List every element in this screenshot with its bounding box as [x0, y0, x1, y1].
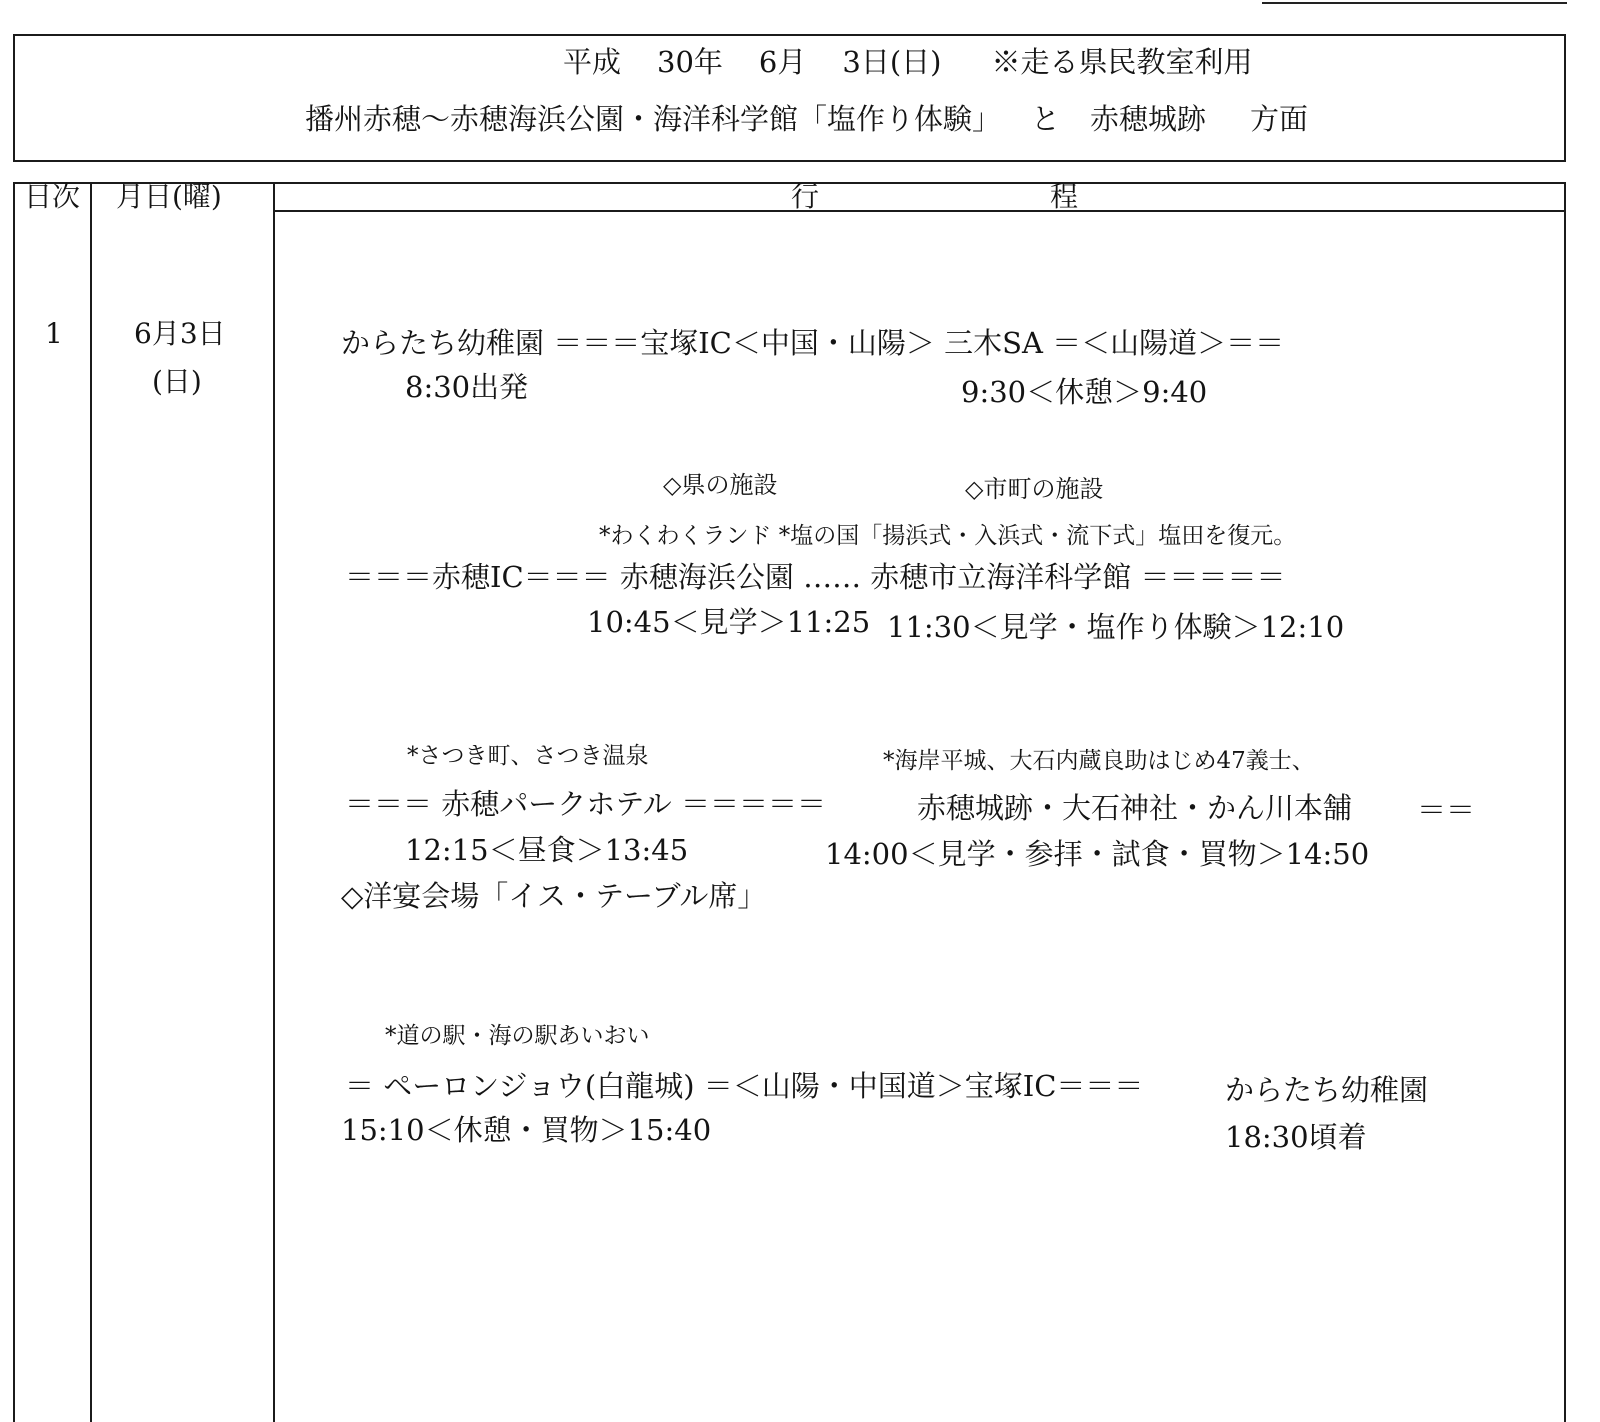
seg2-route: ＝＝＝赤穂IC＝＝＝ 赤穂海浜公園 …… 赤穂市立海洋科学館 ＝＝＝＝＝ [345, 560, 1286, 594]
row-date: 6月3日 [134, 317, 226, 350]
title-box [13, 34, 1566, 162]
seg1-rest-time: 9:30＜休憩＞9:40 [961, 375, 1208, 409]
row-day-number: 1 [45, 317, 63, 350]
seg3-time-lunch: 12:15＜昼食＞13:45 [405, 833, 689, 867]
seg4-route: ＝ ペーロンジョウ(白龍城) ＝＜山陽・中国道＞宝塚IC＝＝＝ [345, 1069, 1144, 1103]
title-year: 30年 [657, 45, 723, 79]
seg2-time-park: 10:45＜見学＞11:25 [587, 605, 871, 639]
seg2-city-facility-label: ◇市町の施設 [965, 475, 1104, 503]
seg3-time-castle: 14:00＜見学・参拝・試食・買物＞14:50 [825, 837, 1370, 871]
row-weekday: (日) [152, 365, 202, 398]
top-edge-rule [1262, 2, 1567, 4]
title-direction: 方面 [1250, 102, 1309, 136]
seg4-time-rest: 15:10＜休憩・買物＞15:40 [341, 1113, 712, 1147]
title-destination: 赤穂城跡 [1090, 102, 1207, 136]
seg3-route-end: ＝＝ [1417, 793, 1476, 827]
title-era: 平成 [563, 45, 622, 79]
seg3-venue: ◇洋宴会場「イス・テーブル席」 [341, 879, 767, 913]
seg3-route-castle: 赤穂城跡・大石神社・かん川本舗 [917, 791, 1353, 825]
title-day: 3日(日) [842, 45, 942, 79]
title-route: 播州赤穂～赤穂海浜公園・海洋科学館「塩作り体験」 [305, 102, 1002, 136]
seg2-time-museum: 11:30＜見学・塩作り体験＞12:10 [887, 610, 1345, 644]
title-month: 6月 [758, 45, 807, 79]
seg2-pref-facility-label: ◇県の施設 [663, 471, 778, 499]
seg2-note: *わくわくランド *塩の国「揚浜式・入浜式・流下式」塩田を復元。 [599, 523, 1297, 549]
seg3-note-castle: *海岸平城、大石内蔵良助はじめ47義士、 [883, 748, 1315, 774]
title-connector: と [1031, 102, 1061, 136]
seg3-route-hotel: ＝＝＝ 赤穂パークホテル ＝＝＝＝＝ [345, 787, 826, 821]
seg3-note-hotel: *さつき町、さつき温泉 [407, 743, 649, 769]
column-header-date: 月日(曜) [116, 180, 222, 213]
column-divider-date [273, 184, 275, 1422]
seg4-destination: からたち幼稚園 [1225, 1073, 1429, 1107]
seg1-route: からたち幼稚園 ＝＝＝宝塚IC＜中国・山陽＞ 三木SA ＝＜山陽道＞＝＝ [341, 326, 1285, 360]
title-note: ※走る県民教室利用 [991, 45, 1253, 79]
column-divider-day [90, 184, 92, 1422]
itinerary-table [13, 182, 1566, 1422]
column-header-day: 日次 [24, 180, 81, 213]
column-header-itinerary-left: 行 [791, 180, 820, 213]
itinerary-header-rule [273, 210, 1564, 212]
seg4-note: *道の駅・海の駅あいおい [385, 1023, 650, 1049]
title-date-line [563, 44, 1252, 80]
column-header-itinerary-right: 程 [1050, 180, 1079, 213]
title-route-line [305, 101, 1308, 137]
seg1-depart-time: 8:30出発 [405, 370, 529, 404]
seg4-arrive-time: 18:30頃着 [1225, 1120, 1367, 1154]
